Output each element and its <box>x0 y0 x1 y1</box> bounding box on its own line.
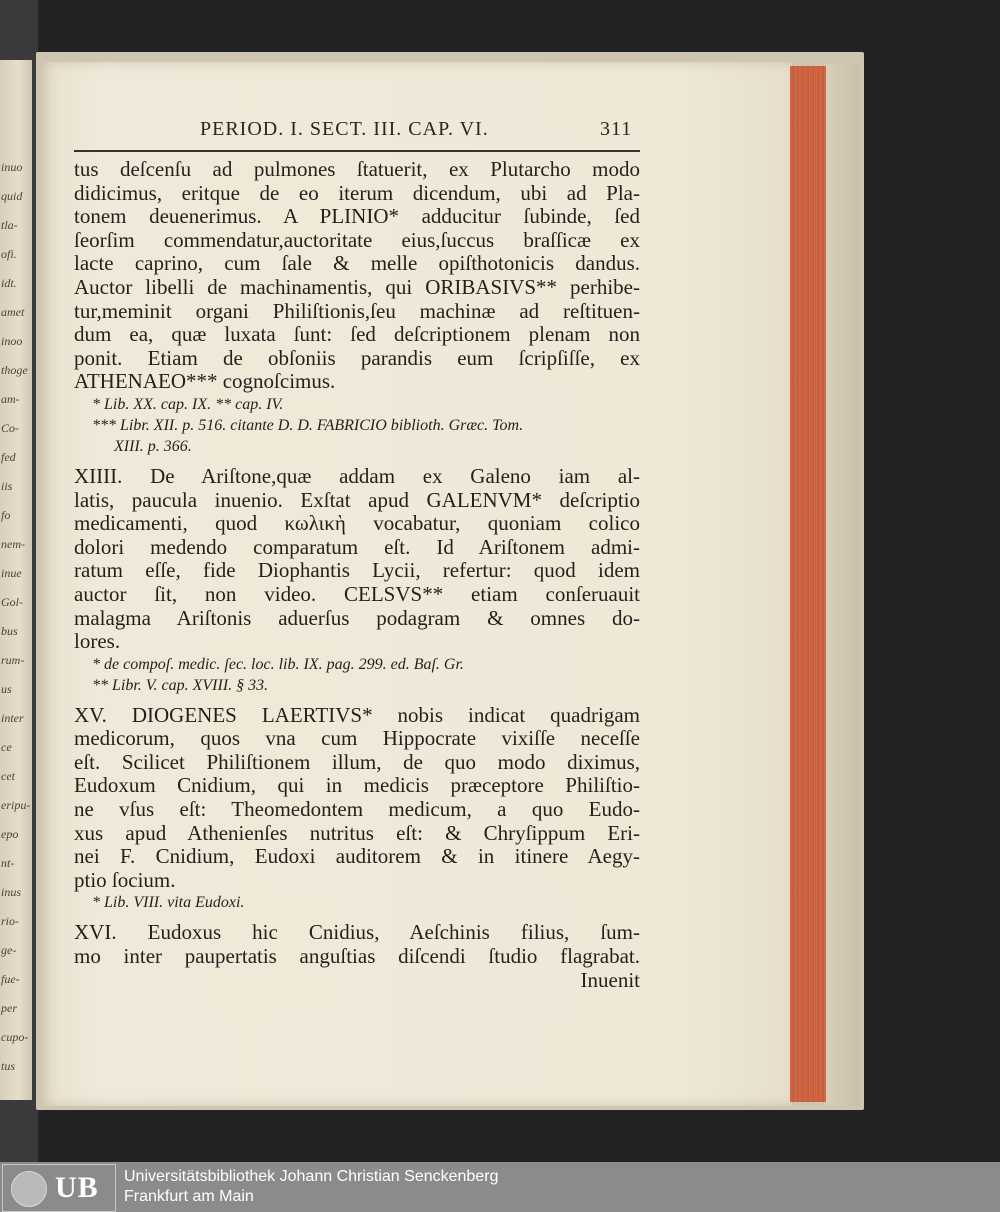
margin-fragment: fed <box>1 450 16 464</box>
margin-fragment: bus <box>1 624 18 638</box>
margin-fragment: fue- <box>1 972 20 986</box>
text-line: dum ea, quæ luxata ſunt: ſed deſcriptionem plenam non <box>74 322 640 347</box>
margin-fragment: inus <box>1 885 22 899</box>
text-line: latis, paucula inuenio. Exſtat apud GALENVM* deſcriptio <box>74 487 640 512</box>
footnote-line: XIII. p. 366. <box>114 437 192 455</box>
footnote-line: * de compoſ. medic. ſec. loc. lib. IX. pag. 299. ed. Baſ. Gr. <box>92 655 464 673</box>
text-line: malagma Ariſtonis aduerſus podagram & omnes do- <box>74 605 640 630</box>
footnote-line: *** Libr. XII. p. 516. citante D. D. FABRICIO biblioth. Græc. Tom. <box>92 416 524 434</box>
library-footer-bar <box>0 1162 1000 1212</box>
text-line: ne vſus eſt: Theomedontem medicum, a quo Eudo- <box>74 797 640 822</box>
margin-fragment: tus <box>1 1059 16 1073</box>
institution-city: Frankfurt am Main <box>124 1188 254 1205</box>
red-page-edges <box>790 66 828 1102</box>
margin-fragment: inoo <box>1 334 23 348</box>
portrait-icon <box>11 1171 47 1207</box>
margin-fragment: ofi. <box>1 247 17 261</box>
text-line: auctor ſit, non video. CELSVS** etiam conſeruauit <box>74 581 640 606</box>
text-line: ratum eſſe, fide Diophantis Lycii, refertur: quod idem <box>74 558 640 583</box>
text-line: ptio ſocium. <box>74 867 176 892</box>
text-line: didicimus, eritque de eo iterum dicendum, ubi ad Pla- <box>74 180 640 205</box>
text-line: dolori medendo comparatum eſt. Id Ariſtonem admi- <box>74 534 640 559</box>
text-line: ſeorſim commendatur,auctoritate eius,ſuccus braſſicæ ex <box>74 227 640 252</box>
logo-text: UB <box>55 1171 99 1204</box>
text-line: ATHENAEO*** cognoſcimus. <box>74 369 336 394</box>
margin-fragment: thoge <box>1 363 28 377</box>
text-line: XVI. Eudoxus hic Cnidius, Aeſchinis filius, ſum- <box>74 920 640 945</box>
library-logo[interactable] <box>2 1164 116 1212</box>
margin-fragment: per <box>1 1001 17 1015</box>
margin-fragment: epo <box>1 827 19 841</box>
text-line: tur,meminit organi Philiſtionis,ſeu machinæ ad reſtituen- <box>74 298 640 323</box>
header-rule <box>74 150 640 152</box>
margin-fragment: iis <box>1 479 13 493</box>
margin-fragment: tla- <box>1 218 18 232</box>
page-number: 311 <box>600 118 633 140</box>
margin-fragment: Co- <box>1 421 19 435</box>
facing-page-fragment <box>0 60 32 1100</box>
margin-fragment: inter <box>1 711 24 725</box>
running-head-title: PERIOD. I. SECT. III. CAP. VI. <box>200 118 489 140</box>
margin-fragment: fo <box>1 508 11 522</box>
text-line: nei F. Cnidium, Eudoxi auditorem & in itinere Aegy- <box>74 844 640 869</box>
margin-fragment: inue <box>1 566 22 580</box>
margin-fragment: am- <box>1 392 20 406</box>
margin-fragment: rio- <box>1 914 19 928</box>
text-line: eſt. Scilicet Philiſtionem illum, de quo modo diximus, <box>74 749 640 774</box>
text-line: XV. DIOGENES LAERTIVS* nobis indicat quadrigam <box>74 702 640 727</box>
text-line: medicamenti, quod κωλικὴ vocabatur, quoniam colico <box>74 511 640 536</box>
book-board-edge <box>826 64 860 1106</box>
footnote-line: ** Libr. V. cap. XVIII. § 33. <box>92 676 269 694</box>
text-line: XIIII. De Ariſtone,quæ addam ex Galeno iam al- <box>74 463 640 488</box>
margin-fragment: inuo <box>1 160 23 174</box>
footnote-line: * Lib. XX. cap. IX. ** cap. IV. <box>92 395 284 413</box>
text-line: tus deſcenſu ad pulmones ſtatuerit, ex Plutarcho modo <box>74 157 640 181</box>
text-line: xus apud Athenienſes nutritus eſt: & Chryſippum Eri- <box>74 820 640 845</box>
margin-fragment: Gol- <box>1 595 23 609</box>
margin-fragment: cet <box>1 769 15 783</box>
margin-fragment: us <box>1 682 12 696</box>
text-line: Auctor libelli de machinamentis, qui ORIBASIVS** perhibe- <box>74 274 640 299</box>
margin-fragment: amet <box>1 305 25 319</box>
text-line: medicorum, quos vna cum Hippocrate vixiſſe neceſſe <box>74 726 640 751</box>
footnote-line: * Lib. VIII. vita Eudoxi. <box>92 894 245 912</box>
margin-fragment: ce <box>1 740 12 754</box>
margin-fragment: cupo- <box>1 1030 29 1044</box>
text-line: lores. <box>74 629 121 654</box>
text-line: ponit. Etiam de obſoniis parandis eum ſcripſiſſe, ex <box>74 345 640 370</box>
margin-fragment: eripu- <box>1 798 31 812</box>
institution-name: Universitätsbibliothek Johann Christian Senckenberg <box>124 1168 499 1185</box>
margin-fragment: ge- <box>1 943 17 957</box>
text-line: lacte caprino, cum ſale & melle opiſthotonicis dandus. <box>74 251 640 276</box>
catchword: Inuenit <box>580 967 640 992</box>
margin-fragment: quid <box>1 189 23 203</box>
text-line: tonem deuenerimus. A PLINIO* adducitur ſubinde, ſed <box>74 204 640 229</box>
text-line: mo inter paupertatis anguſtias diſcendi ſtudio flagrabat. <box>74 944 640 969</box>
margin-fragment: idt. <box>1 276 17 290</box>
margin-fragment: nt- <box>1 856 15 870</box>
margin-fragment: nem- <box>1 537 25 551</box>
page-body-text <box>74 158 640 992</box>
running-head <box>200 118 640 148</box>
margin-fragment: rum- <box>1 653 25 667</box>
text-line: Eudoxum Cnidium, qui in medicis præceptore Philiſtio- <box>74 773 640 798</box>
